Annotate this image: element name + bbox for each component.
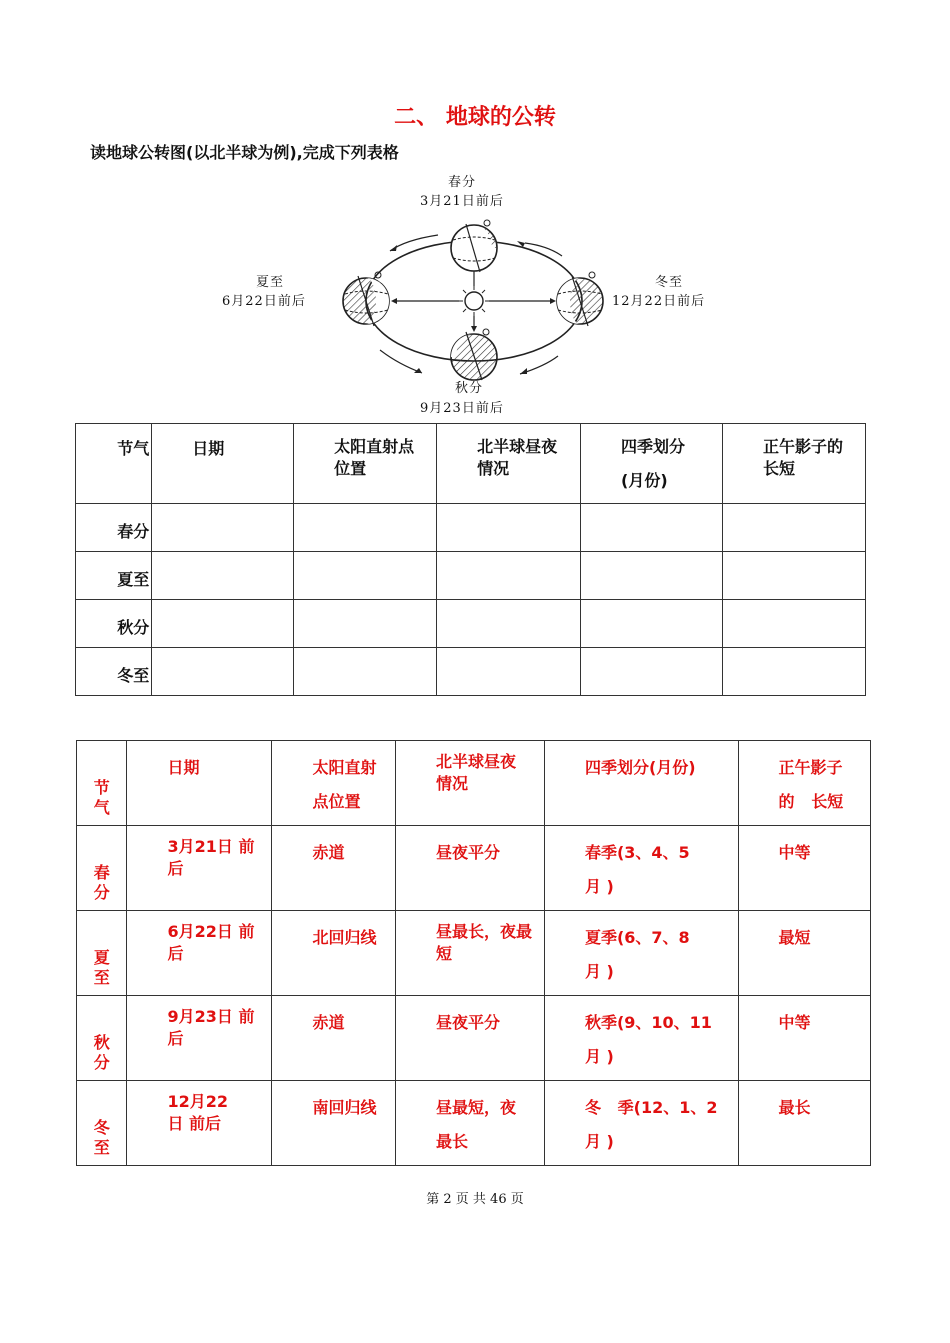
earth-spring-icon (451, 220, 497, 272)
answer-header-position: 太阳直射 点位置 (272, 741, 395, 826)
answer-date: 6月22日 前后 (127, 911, 272, 996)
blank-cell[interactable] (722, 552, 865, 600)
answer-term: 夏至 (77, 911, 127, 996)
blank-cell[interactable] (294, 600, 437, 648)
blank-cell[interactable] (152, 600, 294, 648)
sun-icon (459, 286, 489, 316)
answer-shadow: 中等 (738, 826, 870, 911)
answer-daynight: 昼最长，夜最短 (395, 911, 544, 996)
blank-cell[interactable] (437, 648, 581, 696)
spring-label: 春分 (448, 175, 477, 190)
table-row (76, 648, 866, 696)
autumn-label: 秋分 (455, 381, 484, 396)
spring-date: 3月21日前后 (420, 194, 504, 209)
blank-worksheet-table (75, 423, 866, 696)
page-footer: 第 2 页 共 46 页 (426, 1192, 524, 1207)
answer-position: 北回归线 (272, 911, 395, 996)
header-season: 四季划分 (月份) (581, 424, 723, 504)
answer-shadow: 最短 (738, 911, 870, 996)
section-title: 二、 地球的公转 (394, 105, 556, 130)
answer-table (76, 740, 871, 1166)
answer-date: 3月21日 前后 (127, 826, 272, 911)
earth-winter-icon (557, 272, 603, 326)
answer-header-date: 日期 (127, 741, 272, 826)
blank-cell[interactable] (437, 552, 581, 600)
blank-cell[interactable] (722, 600, 865, 648)
table-row (77, 1081, 871, 1166)
term-cell: 秋分 (76, 600, 152, 648)
answer-header-season: 四季划分(月份) (544, 741, 738, 826)
answer-daynight: 昼最短，夜 最长 (395, 1081, 544, 1166)
orbit-drawing (200, 168, 760, 418)
blank-cell[interactable] (581, 504, 723, 552)
term-cell: 夏至 (76, 552, 152, 600)
header-term: 节气 (76, 424, 152, 504)
winter-date: 12月22日前后 (612, 294, 706, 309)
header-shadow: 正午影子的长短 (722, 424, 865, 504)
table-row (76, 600, 866, 648)
table-row (76, 504, 866, 552)
blank-cell[interactable] (581, 648, 723, 696)
answer-position: 南回归线 (272, 1081, 395, 1166)
answer-header-daynight: 北半球昼夜情况 (395, 741, 544, 826)
summer-label: 夏至 (256, 275, 285, 290)
blank-cell[interactable] (152, 552, 294, 600)
answer-shadow: 最长 (738, 1081, 870, 1166)
answer-season: 夏季(6、7、8 月 ) (544, 911, 738, 996)
blank-cell[interactable] (437, 600, 581, 648)
blank-cell[interactable] (581, 600, 723, 648)
table-row (77, 826, 871, 911)
answer-daynight: 昼夜平分 (395, 826, 544, 911)
answer-header-term: 节气 (77, 741, 127, 826)
winter-label: 冬至 (655, 275, 684, 290)
blank-cell[interactable] (294, 504, 437, 552)
answer-position: 赤道 (272, 996, 395, 1081)
answer-shadow: 中等 (738, 996, 870, 1081)
table-row (76, 552, 866, 600)
answer-daynight: 昼夜平分 (395, 996, 544, 1081)
instruction-text: 读地球公转图(以北半球为例),完成下列表格 (90, 143, 399, 162)
blank-cell[interactable] (152, 648, 294, 696)
term-cell: 春分 (76, 504, 152, 552)
blank-cell[interactable] (294, 648, 437, 696)
answer-date: 12月22日 前后 (127, 1081, 272, 1166)
answer-position: 赤道 (272, 826, 395, 911)
revolution-diagram (200, 168, 760, 418)
answer-term: 冬至 (77, 1081, 127, 1166)
header-daynight: 北半球昼夜情况 (437, 424, 581, 504)
blank-cell[interactable] (294, 552, 437, 600)
blank-cell[interactable] (722, 504, 865, 552)
answer-header-shadow: 正午影子 的 长短 (738, 741, 870, 826)
answer-season: 春季(3、4、5 月 ) (544, 826, 738, 911)
earth-autumn-icon (451, 329, 497, 380)
blank-cell[interactable] (581, 552, 723, 600)
autumn-date: 9月23日前后 (420, 401, 504, 416)
table-header-row (76, 424, 866, 504)
answer-header-row (77, 741, 871, 826)
header-sun-position: 太阳直射点位置 (294, 424, 437, 504)
summer-date: 6月22日前后 (222, 294, 306, 309)
earth-summer-icon (343, 272, 389, 326)
table-row (77, 911, 871, 996)
answer-term: 秋分 (77, 996, 127, 1081)
header-date: 日期 (152, 424, 294, 504)
answer-date: 9月23日 前后 (127, 996, 272, 1081)
answer-season: 秋季(9、10、11 月 ) (544, 996, 738, 1081)
blank-cell[interactable] (722, 648, 865, 696)
table-row (77, 996, 871, 1081)
term-cell: 冬至 (76, 648, 152, 696)
answer-term: 春分 (77, 826, 127, 911)
answer-season: 冬 季(12、1、2 月 ) (544, 1081, 738, 1166)
blank-cell[interactable] (437, 504, 581, 552)
blank-cell[interactable] (152, 504, 294, 552)
